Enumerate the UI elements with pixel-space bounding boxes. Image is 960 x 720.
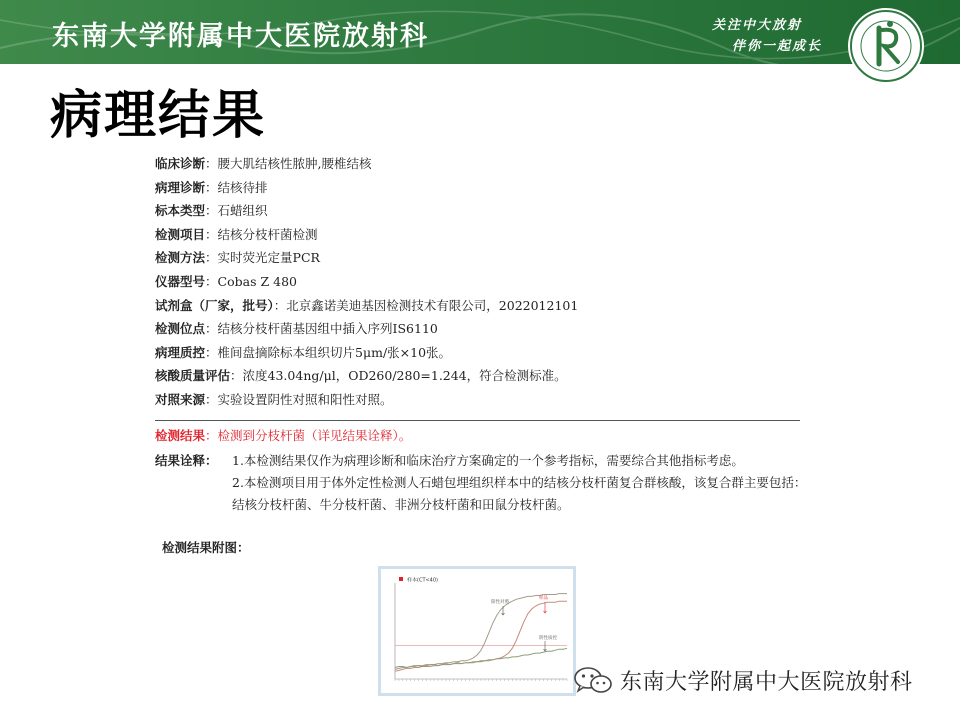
chart-legend-label: 样本(CT<40) [407,577,438,584]
appendix-label: 检测结果附图： [162,540,250,555]
report-row-test-method: 检测方法：实时荧光定量PCR [155,250,320,266]
report-row-clinical-diagnosis: 临床诊断：腰大肌结核性脓肿,腰椎结核 [155,156,372,171]
chart-annotation-2: 阴性质控 [539,636,557,641]
report-row-reagent-kit: 试剂盒（厂家，批号）：北京鑫诺美迪基因检测技术有限公司，2022012101 [155,297,579,313]
chart-annotation-1: 样品 [539,596,548,601]
wechat-icon [572,665,614,695]
report-divider [155,420,800,421]
pcr-amplification-chart [378,566,576,696]
report-row-test-site: 检测位点：结核分枝杆菌基因组中插入序列IS6110 [155,321,438,337]
report-row-control-source: 对照来源：实验设置阴性对照和阳性对照。 [155,391,393,407]
slogan-line-1: 关注中大放射 [712,18,803,33]
wechat-watermark [572,662,913,698]
chart-legend-swatch [399,577,403,581]
report-row-quality-control: 病理质控：椎间盘摘除标本组织切片5μm/张×10张。 [155,344,452,360]
chart-annotation-0: 阳性对照 [491,600,509,605]
interpretation-item-2: 2.本检测项目用于体外定性检测人石蜡包埋组织样本中的结核分枝杆菌复合群核酸，该复合群主要包括：结核分枝杆菌、牛分枝杆菌、非洲分枝杆菌和田鼠分枝杆菌。 [232,475,807,512]
hospital-logo-icon [846,6,926,86]
header-banner [0,0,960,64]
interpretation-label: 结果诠释： [155,453,218,468]
interpretation-item-1: 1.本检测结果仅作为病理诊断和临床治疗方案确定的一个参考指标，需要综合其他指标考虑。 [232,453,744,468]
test-result: 检测结果：检测到分枝杆菌（详见结果诠释）。 [155,428,412,443]
pathology-report [155,152,805,412]
watermark-text: 东南大学附属中大医院放射科 [620,669,913,695]
slide-title: 病理结果 [50,86,267,146]
hospital-name: 东南大学附属中大医院放射科 [52,21,429,52]
report-row-test-item: 检测项目：结核分枝杆菌检测 [155,226,318,242]
report-row-pathology-diagnosis: 病理诊断：结核待排 [155,179,268,195]
report-row-instrument: 仪器型号：Cobas Z 480 [155,273,297,289]
report-row-nucleic-acid: 核酸质量评估：浓度43.04ng/μl，OD260/280=1.244，符合检测标准。 [155,368,567,384]
report-row-specimen-type: 标本类型：石蜡组织 [155,203,268,219]
slogan-line-2: 伴你一起成长 [732,39,823,54]
